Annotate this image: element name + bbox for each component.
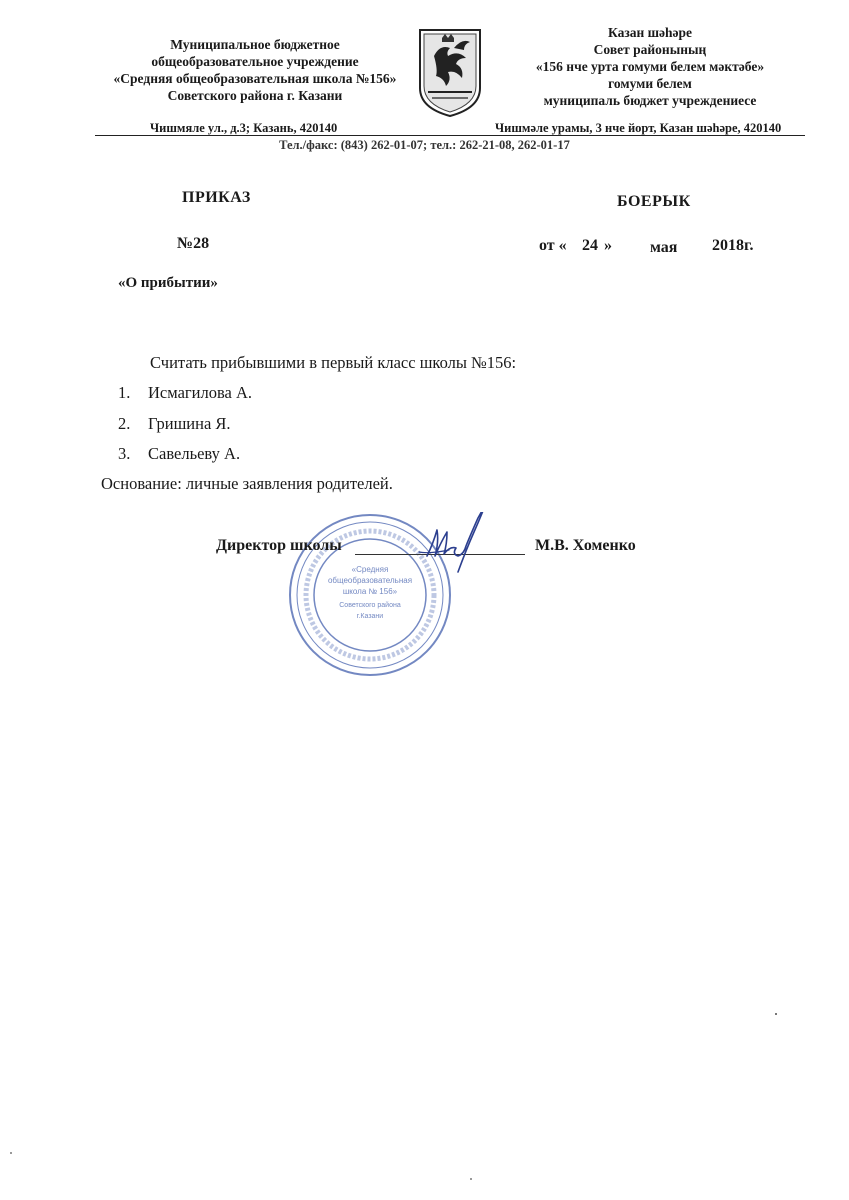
order-date-year: 2018г.: [712, 237, 754, 254]
list-item: [118, 383, 252, 414]
list-item-number: 2.: [118, 413, 131, 433]
header-left-line: общеобразовательное учреждение: [151, 54, 359, 69]
scan-speck: [10, 1152, 12, 1154]
order-title-ru: ПРИКАЗ: [182, 189, 251, 206]
header-right-line: Казан шәһәре: [607, 25, 693, 40]
header-right-block: [500, 24, 800, 109]
header-divider: [95, 135, 805, 136]
handwritten-signature: [405, 512, 500, 582]
kazan-emblem-icon: [414, 26, 486, 118]
scan-speck: [470, 1178, 472, 1180]
header-left-block: [90, 36, 420, 104]
order-number: №28: [177, 235, 210, 252]
header-right-line: гомуми белем: [608, 76, 692, 91]
list-item-number: 3.: [118, 444, 131, 463]
student-list: [118, 383, 252, 475]
list-item-number: 1.: [118, 383, 131, 402]
list-item-name: Савельеву А.: [148, 444, 241, 463]
order-date-day: 24: [582, 237, 598, 254]
order-subject: «О прибытии»: [118, 275, 218, 291]
address-left: Чишмяле ул., д.3; Казань, 420140: [150, 121, 338, 135]
list-item-name: Исмагилова А.: [148, 383, 253, 402]
header-right-line: «156 нче урта гомуми белем мәктәбе»: [535, 59, 765, 74]
stamp-line: г.Казани: [356, 613, 384, 620]
list-item: [118, 414, 252, 445]
stamp-line: Советского района: [339, 602, 401, 609]
scan-speck: [775, 1013, 777, 1015]
header-right-line: муниципаль бюджет учреждениесе: [543, 93, 757, 108]
contacts-line: Тел./факс: (843) 262-01-07; тел.: 262-21-08, 262-01-17: [279, 138, 570, 152]
header-left-line: Советского района г. Казани: [167, 88, 343, 103]
list-item: [118, 444, 252, 475]
order-intro: Считать прибывшими в первый класс школы №156:: [150, 353, 517, 372]
signature-name: М.В. Хоменко: [535, 537, 636, 554]
list-item-name: Гришина Я.: [148, 413, 231, 433]
order-date-month: мая: [650, 239, 678, 256]
order-date-prefix: от «: [539, 237, 567, 254]
order-date-close: »: [604, 237, 612, 254]
stamp-line: школа № 156»: [342, 587, 398, 596]
header-left-line: Муниципальное бюджетное: [170, 37, 340, 52]
header-right-line: Совет районының: [593, 42, 707, 57]
stamp-line: общеобразовательная: [327, 576, 413, 585]
header-left-line: «Средняя общеобразовательная школа №156»: [113, 71, 397, 86]
signature-position: Директор школы: [216, 537, 342, 554]
order-basis: Основание: личные заявления родителей.: [101, 474, 393, 493]
order-title-tt: БОЕРЫК: [617, 193, 691, 210]
address-right: Чишмәле урамы, 3 нче йорт, Казан шәһәре, 420140: [495, 121, 782, 135]
stamp-line: «Средняя: [351, 565, 389, 574]
